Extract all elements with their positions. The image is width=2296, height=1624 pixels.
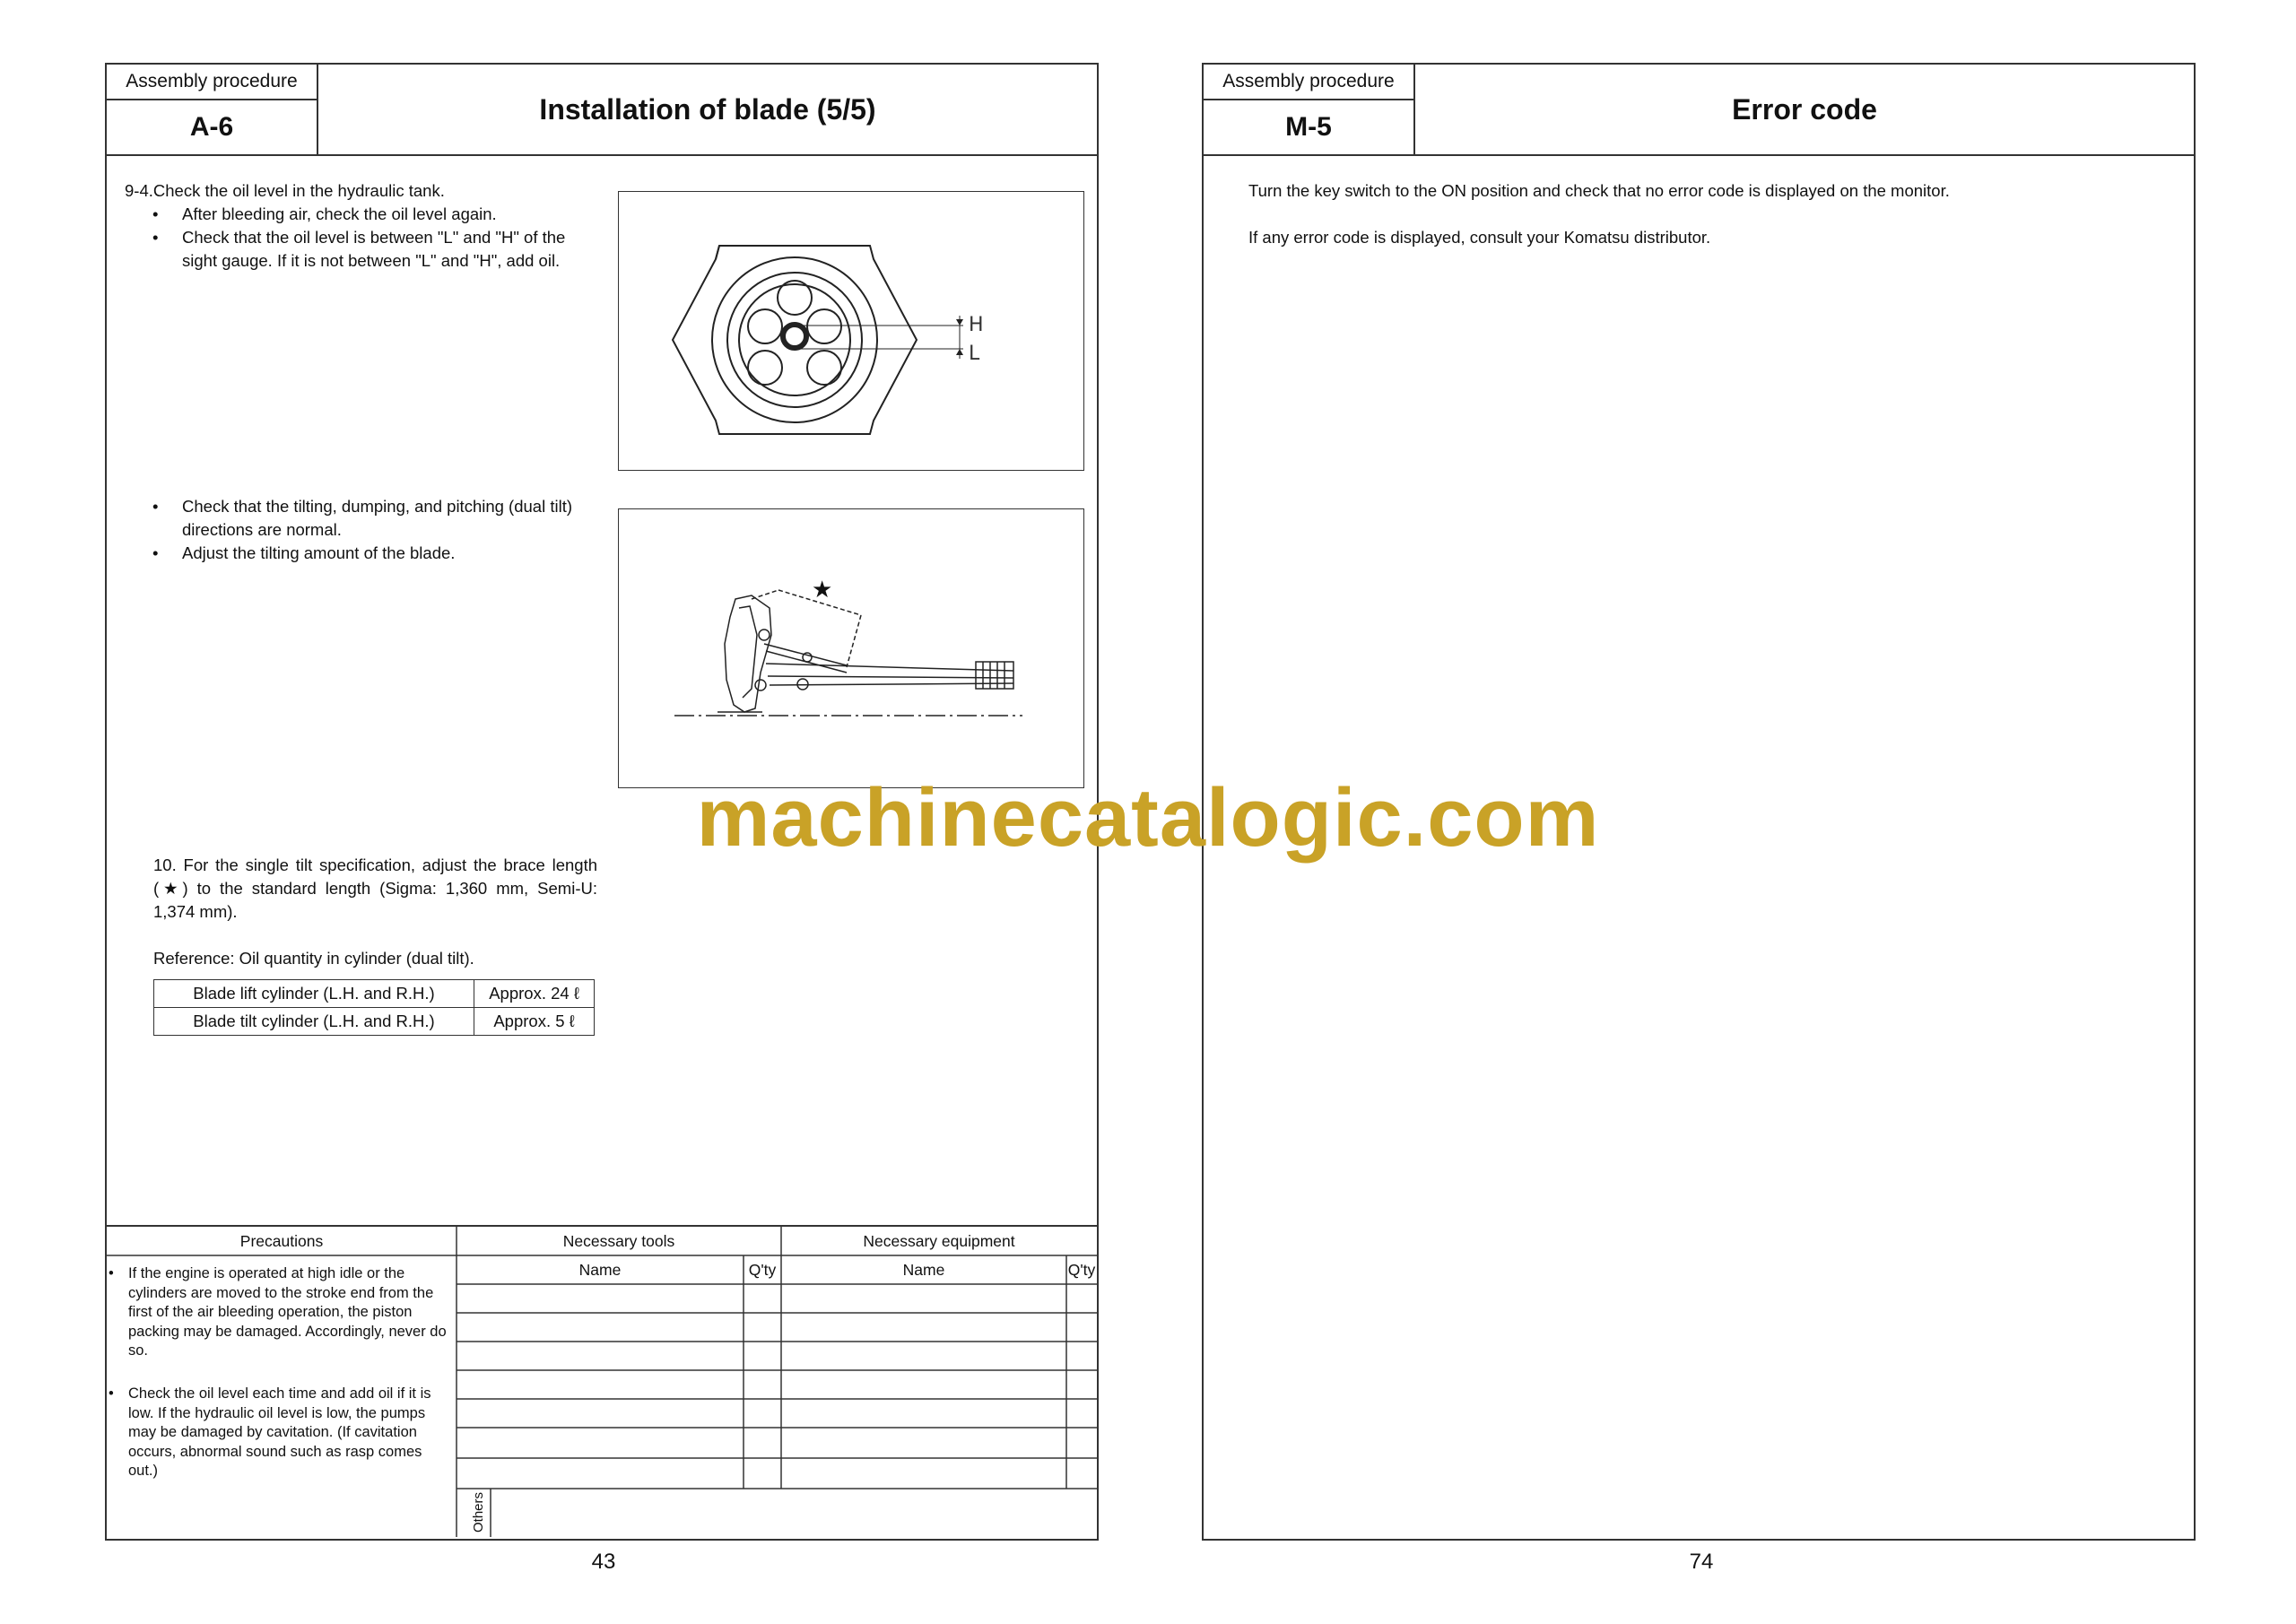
bullet-item: • Check that the oil level is between "L" and "H" of the sight gauge. If it is not between "L" and "H", add oil. bbox=[182, 226, 604, 273]
page-header bbox=[107, 65, 1097, 156]
sight-gauge-figure bbox=[618, 191, 1084, 471]
table-cell: Blade lift cylinder (L.H. and R.H.) bbox=[154, 980, 474, 1008]
table-cell: Approx. 5 ℓ bbox=[474, 1008, 595, 1036]
tools-qty-header: Q'ty bbox=[748, 1261, 777, 1279]
procedure-code: A-6 bbox=[107, 100, 318, 154]
bullet-item: • Adjust the tilting amount of the blade. bbox=[182, 542, 604, 565]
tools-name-header: Name bbox=[578, 1261, 622, 1279]
brace-length-star: ★ bbox=[812, 577, 833, 604]
equipment-name-header: Name bbox=[902, 1261, 945, 1279]
page-header bbox=[1204, 65, 2194, 156]
procedure-code: M-5 bbox=[1204, 100, 1415, 154]
instruction-line: Turn the key switch to the ON position and check that no error code is displayed on the monitor. bbox=[1248, 181, 1950, 200]
precautions-header: Precautions bbox=[239, 1232, 324, 1250]
step-10: 10. For the single tilt specification, adjust the brace length (★) to the standard length (Sigma: 1,360 mm, Semi-U: 1,374 mm). bbox=[153, 855, 597, 921]
header-label: Assembly procedure bbox=[1204, 65, 1415, 100]
equipment-header: Necessary equipment bbox=[863, 1232, 1015, 1250]
precaution-item: • If the engine is operated at high idle or the cylinders are moved to the stroke end from the first of the air bleeding operation, the piston packing may be damaged. Accordingly, never do so. bbox=[128, 1264, 453, 1361]
others-label-text: Others bbox=[471, 1491, 487, 1533]
oil-quantity-table bbox=[153, 979, 595, 1036]
table-cell: Blade tilt cylinder (L.H. and R.H.) bbox=[154, 1008, 474, 1036]
step-9-4: 9-4.Check the oil level in the hydraulic tank. bbox=[125, 181, 445, 200]
bullet-item: • After bleeding air, check the oil level again. bbox=[182, 203, 702, 226]
sight-gauge-drawing bbox=[619, 192, 1083, 469]
bullet-item: • Check that the tilting, dumping, and pitching (dual tilt) directions are normal. bbox=[182, 495, 604, 542]
blade-brace-figure bbox=[618, 508, 1084, 788]
table-row bbox=[154, 980, 595, 1008]
level-h-label: H bbox=[969, 314, 984, 336]
page-title: Installation of blade (5/5) bbox=[539, 93, 876, 126]
table-row bbox=[154, 1008, 595, 1036]
page-number-right: 74 bbox=[1689, 1550, 1714, 1574]
blade-brace-drawing bbox=[619, 509, 1083, 786]
instruction-line: If any error code is displayed, consult your Komatsu distributor. bbox=[1248, 228, 1711, 247]
watermark: machinecatalogic.com bbox=[696, 772, 1600, 864]
tools-header: Necessary tools bbox=[562, 1232, 675, 1250]
others-label bbox=[458, 1492, 489, 1535]
precaution-item: • Check the oil level each time and add oil if it is low. If the hydraulic oil level is low, the pumps may be damaged by cavitation. (If cavitation occurs, abnormal sound such as rasp comes out.) bbox=[128, 1385, 453, 1481]
header-label: Assembly procedure bbox=[107, 65, 318, 100]
page-number-left: 43 bbox=[591, 1550, 616, 1574]
page-title: Error code bbox=[1732, 93, 1877, 126]
reference-note: Reference: Oil quantity in cylinder (dual tilt). bbox=[153, 949, 474, 968]
footer-table bbox=[107, 1225, 1097, 1539]
equipment-qty-header: Q'ty bbox=[1067, 1261, 1096, 1279]
table-cell: Approx. 24 ℓ bbox=[474, 980, 595, 1008]
level-l-label: L bbox=[969, 343, 980, 365]
